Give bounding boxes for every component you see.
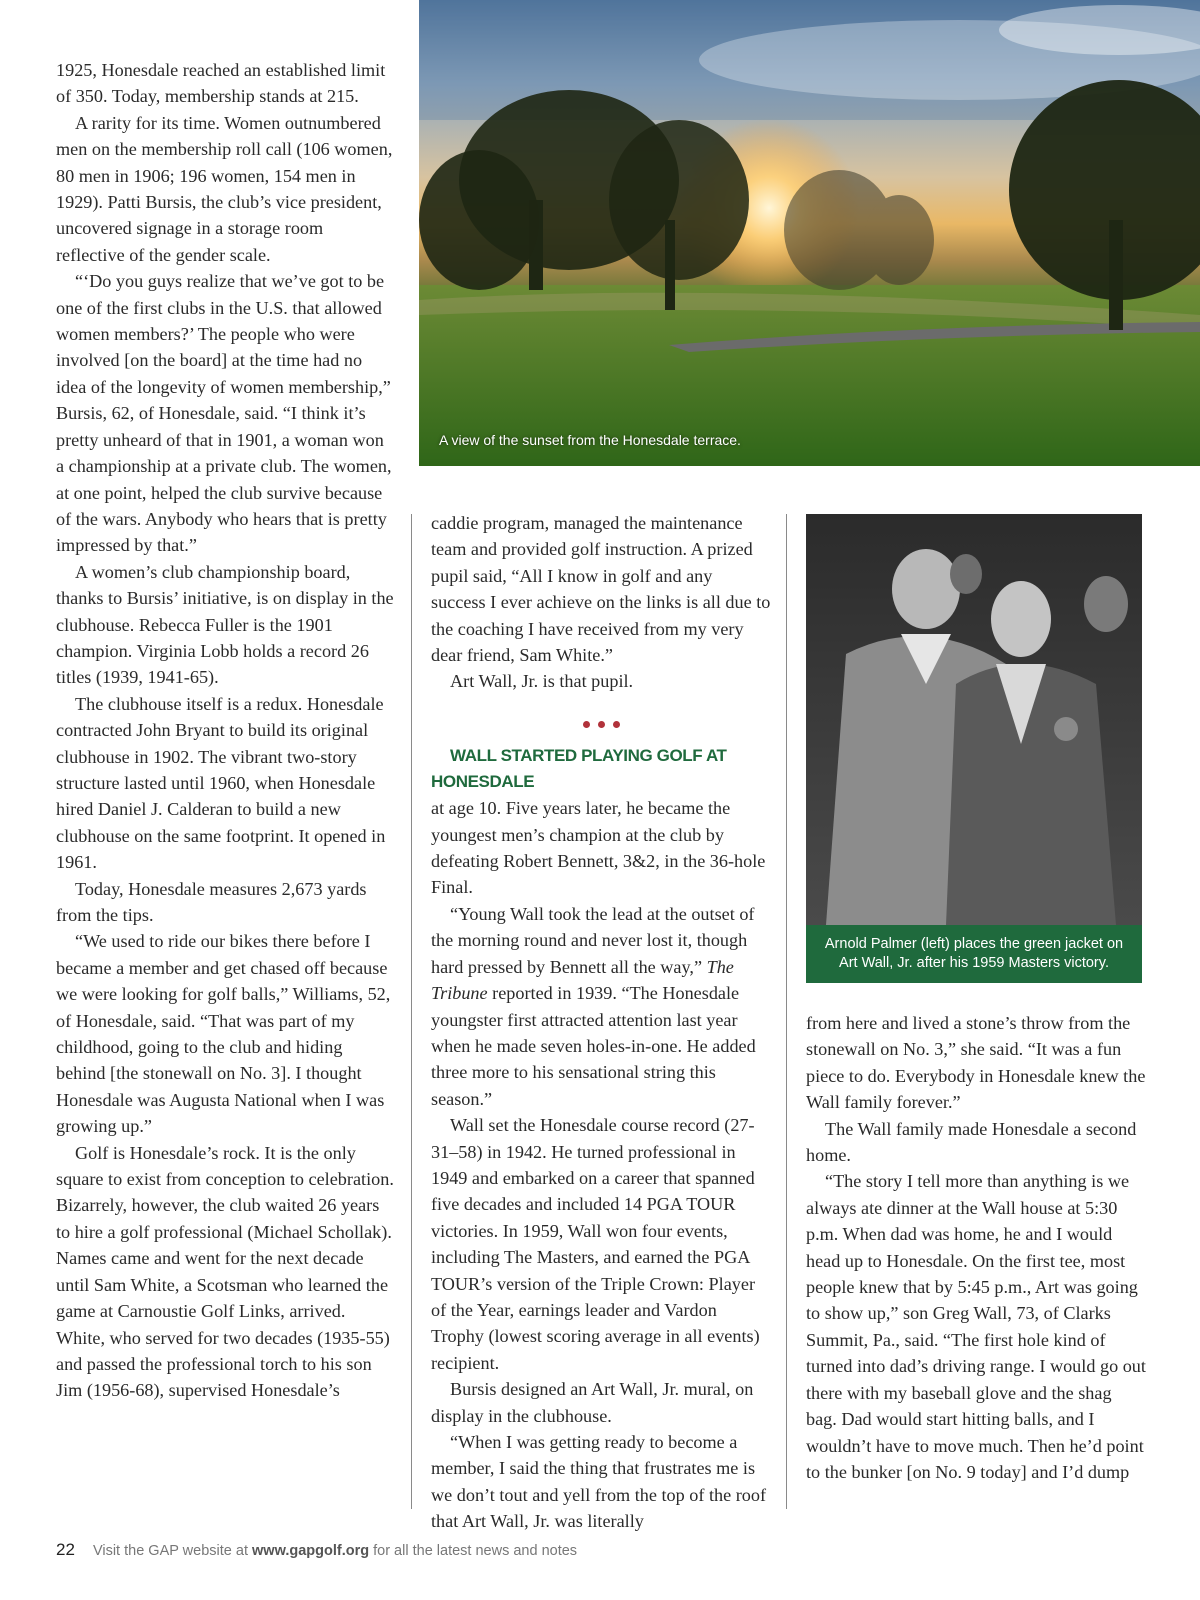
- footer-text: for all the latest news and notes: [373, 1543, 578, 1559]
- green-jacket-caption: Arnold Palmer (left) places the green jacket on Art Wall, Jr. after his 1959 Masters victory.: [824, 936, 1124, 971]
- paragraph: “‘Do you guys realize that we’ve got to be one of the first clubs in the U.S. that allowed women members?’ The people who were involved [on the board] at the time had no idea of the longevity of women membership,” Bursis, 62, of Honesdale, said. “I think it’s pretty unheard of that in 1901, a woman won a championship at a private club. The women, at one point, helped the club survive because of the wars. Anybody who hears that is pretty impressed by that.”: [56, 271, 392, 556]
- paragraph: from here and lived a stone’s throw from the stonewall on No. 3,” she said. “It was a fun piece to do. Everybody in Honesdale knew the Wall family forever.”: [806, 1013, 1146, 1113]
- paragraph: The clubhouse itself is a redux. Honesdale contracted John Bryant to build its original clubhouse in 1902. The vibrant two-story structure lasted until 1960, when Honesdale hired Daniel J. Calderan to build a new clubhouse on the same footprint. It opened in 1961.: [56, 693, 386, 873]
- footer-url: www.gapgolf.org: [252, 1543, 370, 1559]
- quote-text: reported in 1939. “The Honesdale youngster first attracted attention last year when he made seven holes-in-one. He added three more to his sensational string this season.”: [431, 983, 756, 1109]
- publication-name: The Tribune: [431, 956, 734, 1004]
- paragraph: caddie program, managed the maintenance team and provided golf instruction. A prized pupil said, “All I know in golf and any success I ever achieve on the links is all due to the coaching I have received from my very dear friend, Sam White.”: [431, 513, 771, 666]
- footer-text: Visit the GAP website at: [92, 1543, 248, 1559]
- green-jacket-photo: [806, 514, 1142, 925]
- green-jacket-scene: [806, 514, 1142, 925]
- paragraph: Bursis designed an Art Wall, Jr. mural, on display in the clubhouse.: [431, 1379, 754, 1426]
- paragraph: “When I was getting ready to become a member, I said the thing that frustrates me is we don’t tout and yell from the top of the roof that Art Wall, Jr. was literally: [431, 1432, 767, 1532]
- paragraph: at age 10. Five years later, he became the youngest men’s champion at the club by defeating Robert Bennett, 3&2, in the 36-hole Final.: [431, 798, 766, 898]
- quote-text: “Young Wall took the lead at the outset of the morning round and never lost it, though hard pressed by Bennett all the way,”: [431, 903, 755, 977]
- paragraph: A women’s club championship board, thanks to Bursis’ initiative, is on display in the clubhouse. Rebecca Fuller is the 1901 champion. Virginia Lobb holds a record 26 titles (1939, 1941-65).: [56, 561, 394, 688]
- column-2: [431, 510, 771, 1535]
- paragraph: Golf is Honesdale’s rock. It is the only square to exist from conception to celebration. Bizarrely, however, the club waited 26 years to hire a golf professional (Michael Schollak). Names came and went for the next decade until Sam White, a Scotsman who learned the game at Carnoustie Golf Links, arrived. White, who served for two decades (1935-55) and passed the professional torch to his son Jim (1956-68), supervised Honesdale’s: [56, 1142, 394, 1401]
- page-number: 22: [56, 1540, 75, 1559]
- paragraph: The Wall family made Honesdale a second home.: [806, 1118, 1137, 1166]
- column-1: [56, 57, 396, 1404]
- sunset-photo: [419, 0, 1200, 466]
- paragraph: [431, 901, 771, 1112]
- page-footer: [56, 1540, 1156, 1560]
- column-divider: [411, 514, 412, 1509]
- section-divider-dots: [431, 709, 771, 735]
- column-divider: [786, 514, 787, 1509]
- paragraph: 1925, Honesdale reached an established limit of 350. Today, membership stands at 215.: [56, 60, 386, 107]
- paragraph: Art Wall, Jr. is that pupil.: [450, 671, 634, 692]
- section-subhead: WALL STARTED PLAYING GOLF AT HONESDALE: [431, 746, 727, 792]
- paragraph: Wall set the Honesdale course record (27-31–58) in 1942. He turned professional in 1949 and embarked on a career that spanned five decades and included 14 PGA TOUR victories. In 1959, Wall won four events, including The Masters, and earned the PGA TOUR’s version of the Triple Crown: Player of the Year, earnings leader and Vardon Trophy (lowest scoring average in all events) recipient.: [431, 1115, 760, 1373]
- paragraph: “We used to ride our bikes there before I became a member and get chased off because we were looking for golf balls,” Williams, 52, of Honesdale, said. “That was part of my childhood, going to the club and hiding behind [the stonewall on No. 3]. I thought Honesdale was Augusta National when I was growing up.”: [56, 931, 391, 1137]
- sunset-caption: A view of the sunset from the Honesdale terrace.: [439, 432, 741, 448]
- sunset-scene: [419, 0, 1200, 466]
- paragraph: “The story I tell more than anything is we always ate dinner at the Wall house at 5:30 p.m. When dad was home, he and I would head up to Honesdale. On the first tee, most people knew that by 5:45 p.m., Art was going to show up,” son Greg Wall, 73, of Clarks Summit, Pa., said. “The first hole kind of turned into dad’s driving range. I would go out there with my baseball glove and the shag bag. Dad would start hitting balls, and I wouldn’t have to move much. Then he’d point to the bunker [on No. 9 today] and I’d dump: [806, 1171, 1146, 1482]
- paragraph: Today, Honesdale measures 2,673 yards from the tips.: [56, 878, 367, 925]
- column-3: [806, 1010, 1146, 1485]
- paragraph: A rarity for its time. Women outnumbered men on the membership roll call (106 women, 80 men in 1906; 196 women, 154 men in 1929). Patti Bursis, the club’s vice president, uncovered signage in a storage room reflective of the gender scale.: [56, 112, 393, 265]
- green-jacket-caption-box: [806, 925, 1142, 983]
